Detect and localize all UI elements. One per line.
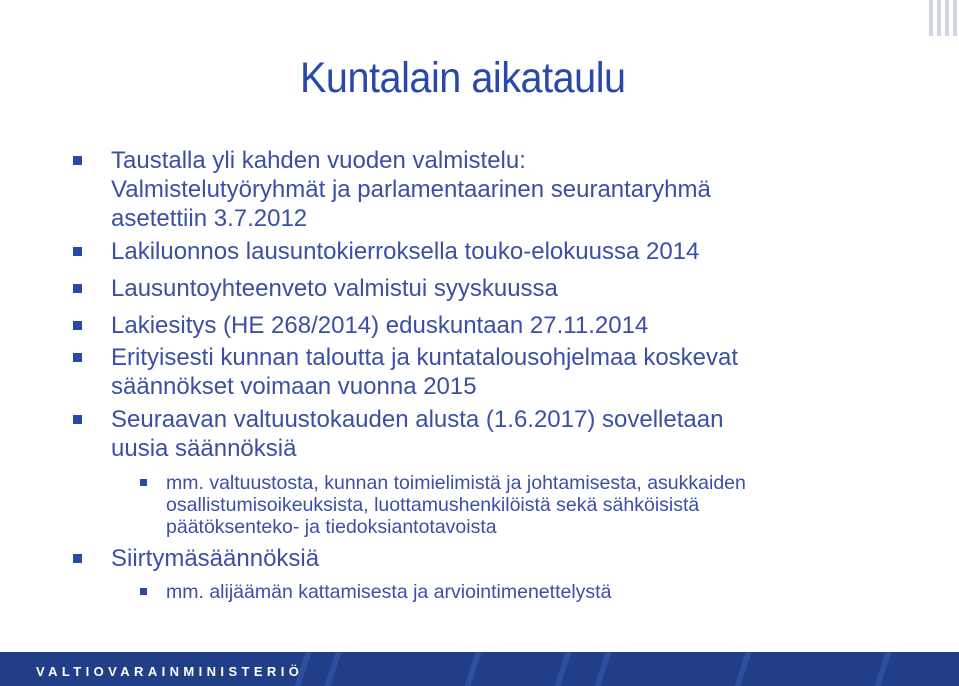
bullet-line: säännökset voimaan vuonna 2015 bbox=[111, 373, 477, 400]
sub-bullet-item bbox=[166, 581, 611, 603]
bullet-item bbox=[111, 544, 319, 573]
square-bullet-icon bbox=[73, 415, 82, 424]
square-bullet-icon bbox=[73, 247, 82, 256]
bullet-line: Lakiesitys (HE 268/2014) eduskuntaan 27.11.2014 bbox=[111, 312, 649, 339]
bullet-item bbox=[111, 343, 738, 401]
square-bullet-icon bbox=[73, 284, 82, 293]
bullet-line: Lakiluonnos lausuntokierroksella touko-elokuussa 2014 bbox=[111, 238, 700, 265]
square-bullet-icon bbox=[140, 588, 147, 595]
bullet-line: uusia säännöksiä bbox=[111, 435, 297, 462]
bullet-line: päätöksenteko- ja tiedoksiantotavoista bbox=[166, 516, 497, 538]
bullet-line: mm. valtuustosta, kunnan toimielimistä ja johtamisesta, asukkaiden bbox=[166, 472, 746, 494]
square-bullet-icon bbox=[73, 321, 82, 330]
bullet-line: asetettiin 3.7.2012 bbox=[111, 205, 308, 232]
bullet-item bbox=[111, 274, 558, 303]
bullet-line: Seuraavan valtuustokauden alusta (1.6.2017) sovelletaan bbox=[111, 406, 724, 433]
bullet-line: mm. alijäämän kattamisesta ja arviointimenettelystä bbox=[166, 581, 612, 603]
square-bullet-icon bbox=[73, 554, 82, 563]
bullet-line: Siirtymäsäännöksiä bbox=[111, 545, 320, 572]
corner-decoration bbox=[925, 0, 959, 40]
bullet-line: Lausuntoyhteenveto valmistui syyskuussa bbox=[111, 275, 558, 302]
footer-bar bbox=[0, 652, 959, 686]
sub-bullet-item bbox=[166, 472, 746, 538]
bullet-line: Taustalla yli kahden vuoden valmistelu: bbox=[111, 147, 526, 174]
square-bullet-icon bbox=[140, 479, 147, 486]
bullet-line: Erityisesti kunnan taloutta ja kuntatalousohjelmaa koskevat bbox=[111, 344, 739, 371]
bullet-line: osallistumisoikeuksista, luottamushenkilöistä sekä sähköisistä bbox=[166, 494, 700, 516]
slide-title: Kuntalain aikataulu bbox=[300, 54, 626, 102]
bullet-item bbox=[111, 311, 648, 340]
bullet-line: Valmistelutyöryhmät ja parlamentaarinen seurantaryhmä bbox=[111, 176, 711, 203]
organization-logo-text: VALTIOVARAINMINISTERIÖ bbox=[36, 664, 304, 679]
bullet-item bbox=[111, 146, 711, 233]
bullet-item bbox=[111, 237, 699, 266]
square-bullet-icon bbox=[73, 353, 82, 362]
bullet-item bbox=[111, 405, 723, 463]
square-bullet-icon bbox=[73, 156, 82, 165]
